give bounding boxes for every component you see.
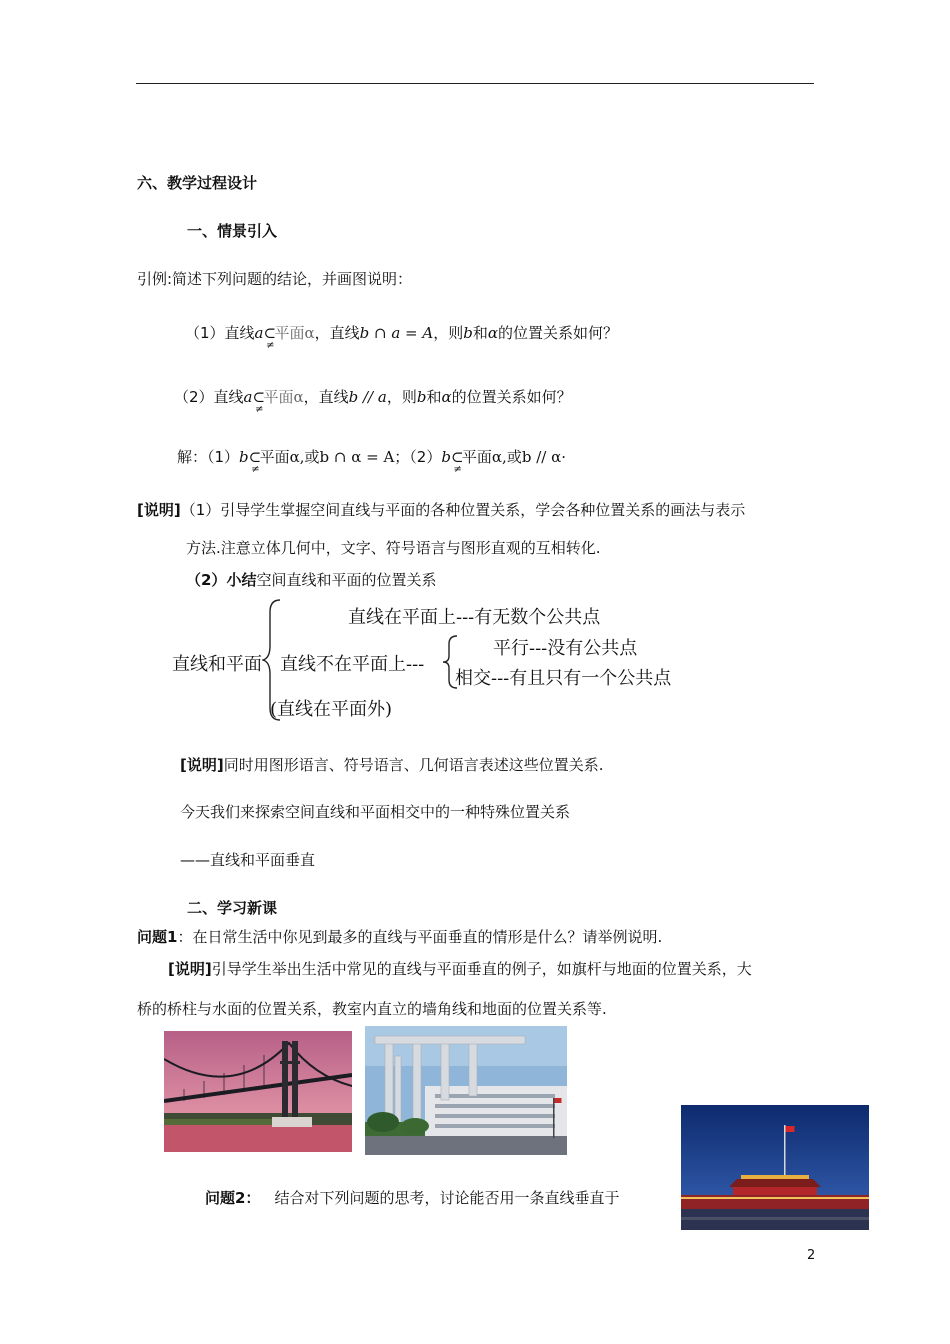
note-2: [说明]同时用图形语言、符号语言、几何语言表述这些位置关系. — [180, 756, 604, 774]
topic-text: ——直线和平面垂直 — [180, 851, 316, 869]
bridge-photo — [164, 1031, 352, 1152]
part2-title: 二、学习新课 — [187, 899, 278, 917]
diagram-branch-1: 直线在平面上---有无数个公共点 — [348, 607, 601, 628]
part1-title: 一、情景引入 — [187, 222, 278, 240]
question-2: （2）直线$a\subset_\ne$平面α，直线b // a，则b和α的位置关系如何？ — [174, 388, 572, 415]
diagram-branch-2: 直线不在平面上--- — [280, 654, 425, 675]
note-3-line-1: [说明]引导学生举出生活中常见的直线与平面垂直的例子，如旗杆与地面的位置关系，大 — [168, 960, 752, 978]
tiananmen-flag-photo — [681, 1105, 869, 1230]
diagram-branch-3: (直线在平面外) — [270, 699, 393, 720]
intro-text: 引例:简述下列问题的结论，并画图说明： — [137, 270, 413, 288]
note-1-line-1: [说明]（1）引导学生掌握空间直线与平面的各种位置关系，学会各种位置关系的画法与表示 — [137, 501, 746, 519]
diagram-root: 直线和平面 — [172, 654, 262, 675]
answer-line: 解：$(1)b\subset_\ne$平面α,或b ∩ α = A；$(2)b\subset_\ne$平面α,或b // α· — [177, 448, 566, 475]
question-1: （1）直线$a\subset_\ne$平面α，直线b ∩ a = A，则b和α的位置关系如何？ — [185, 324, 619, 351]
problem-2: 问题2： 结合对下列问题的思考，讨论能否用一条直线垂直于 — [205, 1189, 620, 1207]
page-number: 2 — [807, 1248, 816, 1263]
note-3-line-2: 桥的桥柱与水面的位置关系，教室内直立的墙角线和地面的位置关系等. — [137, 1000, 607, 1018]
explore-text: 今天我们来探索空间直线和平面相交中的一种特殊位置关系 — [180, 803, 571, 821]
campus-building-photo — [365, 1026, 567, 1155]
section-title: 六、教学过程设计 — [137, 174, 258, 192]
header-rule — [136, 83, 814, 84]
problem-1: 问题1：在日常生活中你见到最多的直线与平面垂直的情形是什么？请举例说明. — [137, 928, 663, 946]
note-1-line-2: 方法.注意立体几何中，文字、符号语言与图形直观的互相转化. — [186, 539, 601, 557]
diagram-sub-1: 平行---没有公共点 — [493, 638, 638, 659]
diagram-sub-2: 相交---有且只有一个公共点 — [455, 668, 672, 689]
summary-heading: （2）小结空间直线和平面的位置关系 — [186, 571, 437, 589]
